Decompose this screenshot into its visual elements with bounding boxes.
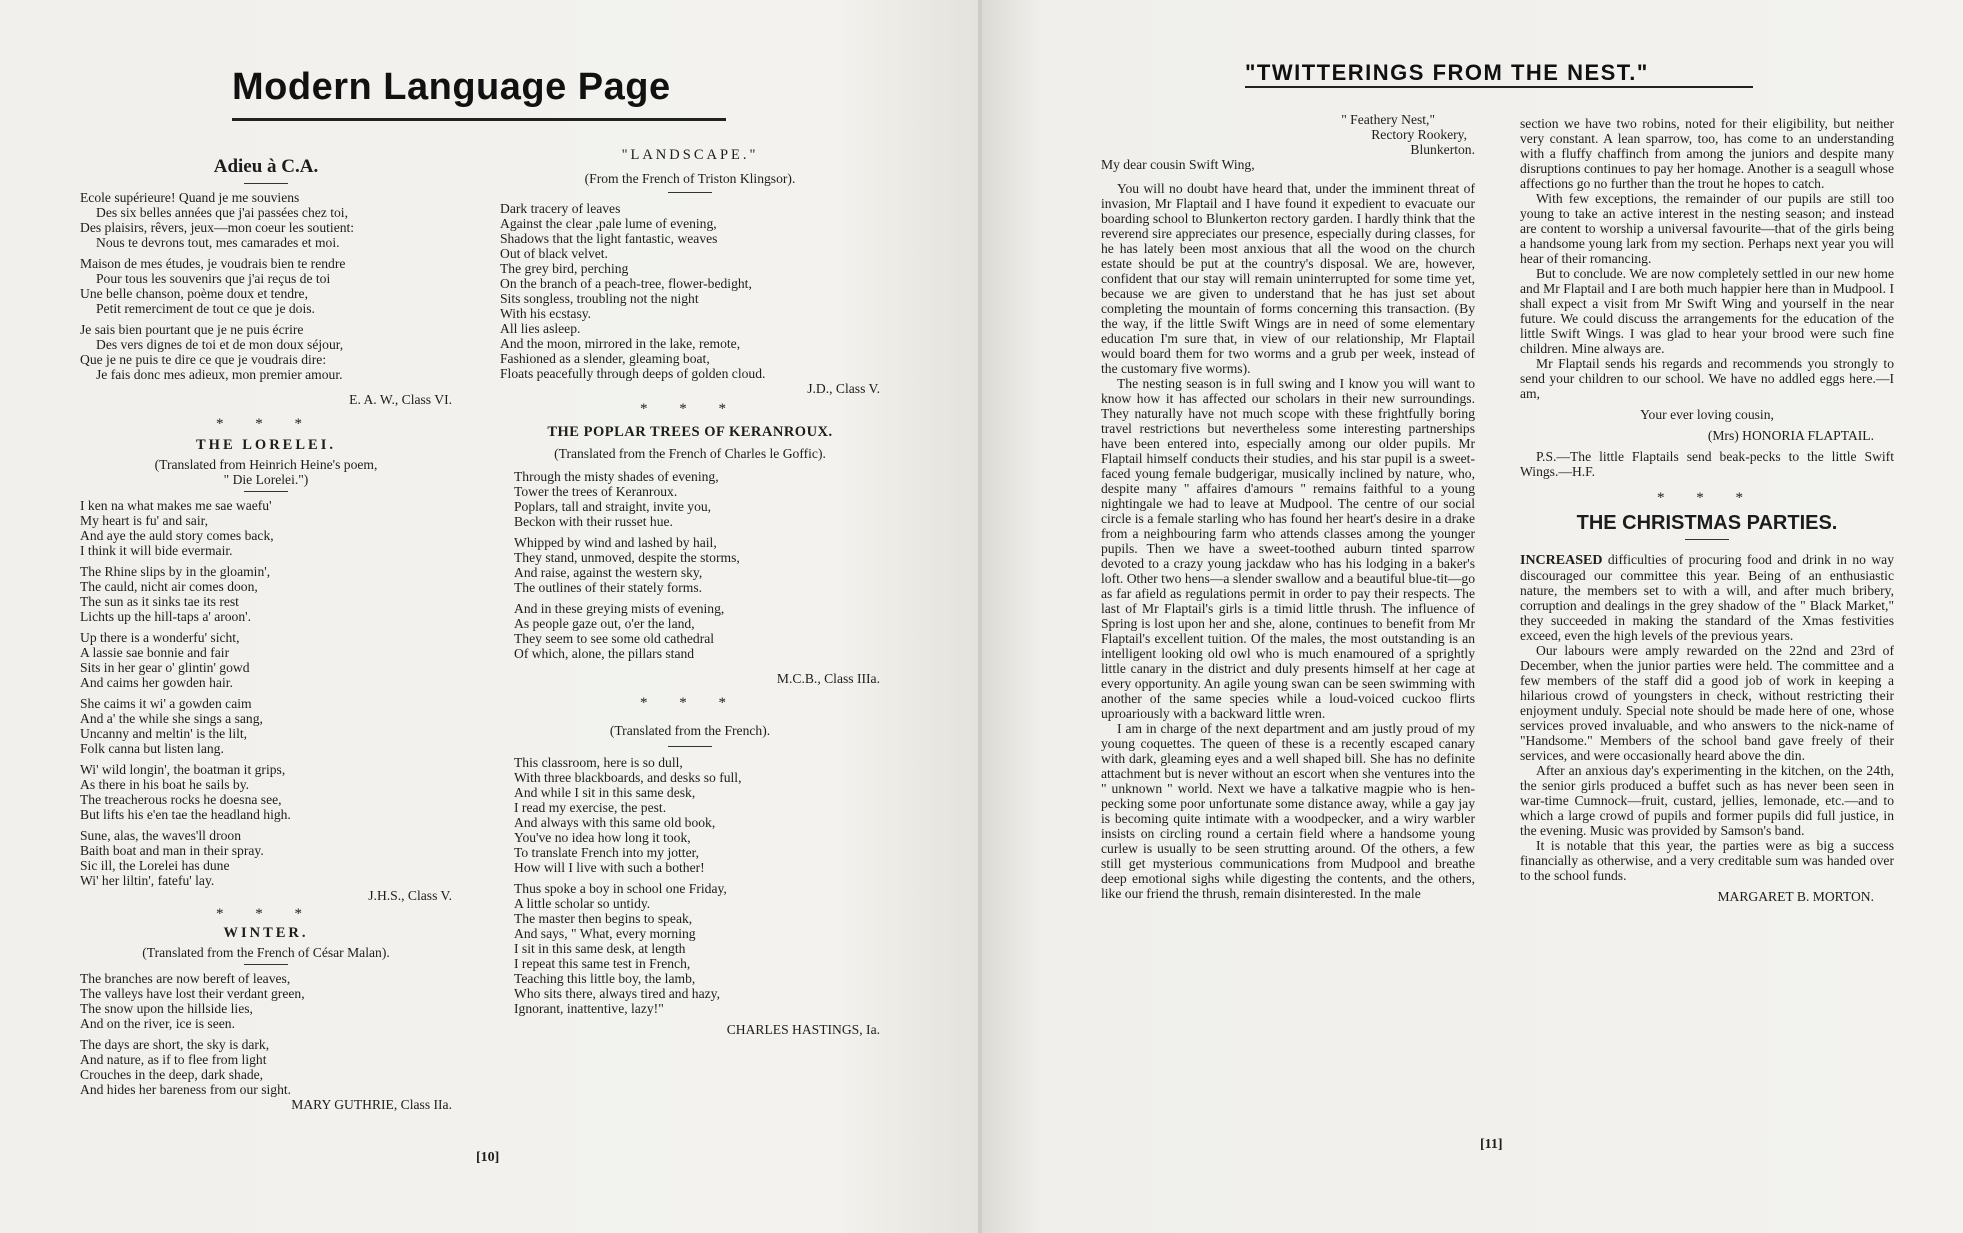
poem-line: Des vers dignes de toi et de mon doux séjour, xyxy=(96,337,344,352)
poem-line: Floats peacefully through deeps of golden cloud. xyxy=(500,366,766,381)
poem-line: The sun as it sinks tae its rest xyxy=(80,594,239,609)
letter-address-2: Rectory Rookery, xyxy=(1371,127,1467,142)
poem-line: Des six belles années que j'ai passées chez toi, xyxy=(96,205,348,220)
poem-line: Ignorant, inattentive, lazy!" xyxy=(514,1001,664,1016)
poem-subtitle-classroom: (Translated from the French). xyxy=(609,723,771,738)
poem-line: Baith boat and man in their spray. xyxy=(80,843,264,858)
right-column-2 xyxy=(1520,116,1894,904)
poem-line: With his ecstasy. xyxy=(500,306,592,321)
letter-paragraph: With few exceptions, the remainder of our pupils are still too young to take an active interest in the nesting season; and instead are content to worship a universal favourite—that of the girls being a handsome young lark from my section. Perhaps next year you will hear of their romancing. xyxy=(1520,191,1894,266)
poem-body-winter xyxy=(80,971,452,1097)
poem-line: As people gaze out, o'er the land, xyxy=(514,616,695,631)
signature-lorelei: J.H.S., Class V. xyxy=(368,888,452,903)
article-paragraph: Our labours were amply rewarded on the 22nd and 23rd of December, when the junior parties were held. The committee and a few members of the staff did a good job of work in keeping a hilarious crowd of youngsters in check, without restricting their enjoyment unduly. Special note should be made here of one, whose services proved invaluable, and who answers to the nick-name of "Handsome." Members of the school band gave freely of their services, and were occasionally heard above the din. xyxy=(1520,643,1894,763)
poem-line: She caims it wi' a gowden caim xyxy=(80,696,252,711)
article-paragraph: It is notable that this year, the parties were as big a success financially as otherwise, and a very creditable sum was handed over to the school funds. xyxy=(1520,838,1894,883)
poem-body-adieu xyxy=(80,190,452,382)
signature-adieu: E. A. W., Class VI. xyxy=(349,392,452,407)
poem-line: Je fais donc mes adieux, mon premier amour. xyxy=(96,367,343,382)
page-title: Modern Language Page xyxy=(232,66,671,108)
article-signature: MARGARET B. MORTON. xyxy=(1717,889,1874,904)
poem-line: My heart is fu' and sair, xyxy=(80,513,208,528)
poem-line: How will I live with such a bother! xyxy=(514,860,705,875)
poem-line: Against the clear ,pale lume of evening, xyxy=(500,216,717,231)
poem-line: Shadows that the light fantastic, weaves xyxy=(500,231,718,246)
section-title-twitterings: "TWITTERINGS FROM THE NEST." xyxy=(1245,60,1649,85)
poem-title-poplar: THE POPLAR TREES OF KERANROUX. xyxy=(547,424,833,440)
poem-line: And in these greying mists of evening, xyxy=(514,601,725,616)
letter-paragraph: section we have two robins, noted for their eligibility, but neither very constant. A lean sparrow, too, has come to an understanding with a fluffy chaffinch from among the juniors and despite many disruptions continues to pay her homage. Another is a seagull whose affections go no further than the trout he hopes to catch. xyxy=(1520,116,1894,191)
poem-line: Wi' wild longin', the boatman it grips, xyxy=(80,762,286,777)
poem-line: Uncanny and meltin' is the lilt, xyxy=(80,726,248,741)
poem-line: You've no idea how long it took, xyxy=(514,830,691,845)
poem-line: And aye the auld story comes back, xyxy=(80,528,274,543)
poem-line: Of which, alone, the pillars stand xyxy=(514,646,695,661)
poem-line: Que je ne puis te dire ce que je voudrais dire: xyxy=(80,352,327,367)
poem-line: The days are short, the sky is dark, xyxy=(80,1037,270,1052)
title-underline xyxy=(1245,86,1753,88)
poem-line: They stand, unmoved, despite the storms, xyxy=(514,550,740,565)
poem-line: And always with this same old book, xyxy=(514,815,716,830)
poem-line: I ken na what makes me sae waefu' xyxy=(80,498,272,513)
poem-line: Up there is a wonderfu' sicht, xyxy=(80,630,240,645)
section-stars: * * * xyxy=(1657,490,1757,506)
poem-line: Sits in her gear o' glintin' gowd xyxy=(80,660,250,675)
poem-subtitle-lorelei-2: " Die Lorelei.") xyxy=(223,472,309,487)
poem-line: With three blackboards, and desks so full, xyxy=(514,770,742,785)
poem-line: Nous te devrons tout, mes camarades et moi. xyxy=(96,235,340,250)
article-paragraph xyxy=(1520,552,1894,643)
poem-line: The Rhine slips by in the gloamin', xyxy=(80,564,271,579)
article-dropcap: INCREASED xyxy=(1520,553,1603,568)
title-underline xyxy=(232,118,726,121)
poem-line: The treacherous rocks he doesna see, xyxy=(80,792,282,807)
poem-subtitle-winter: (Translated from the French of César Malan). xyxy=(142,945,390,960)
poem-line: This classroom, here is so dull, xyxy=(514,755,683,770)
poem-line: And the moon, mirrored in the lake, remote, xyxy=(500,336,741,351)
letter-paragraph: But to conclude. We are now completely settled in our new home and Mr Flaptail and I are both much happier here than in Mudpool. I shall expect a visit from Mr Swift Wing and yourself in the near future. We could discuss the arrangements for the education of the little Swift Wings. I was glad to hear your brood were such fine children. Mine always are. xyxy=(1520,266,1894,356)
poem-line: Je sais bien pourtant que je ne puis écrire xyxy=(80,322,304,337)
poem-line: And hides her bareness from our sight. xyxy=(80,1082,292,1097)
poem-body-poplar xyxy=(500,469,880,661)
poem-body-lorelei xyxy=(80,498,452,888)
letter-salutation: My dear cousin Swift Wing, xyxy=(1101,157,1255,172)
poem-line: Sic ill, the Lorelei has dune xyxy=(80,858,230,873)
letter-postscript: P.S.—The little Flaptails send beak-pecks to the little Swift Wings.—H.F. xyxy=(1520,449,1894,479)
poem-body-landscape xyxy=(500,201,880,381)
poem-line: Ecole supérieure! Quand je me souviens xyxy=(80,190,300,205)
poem-line: On the branch of a peach-tree, flower-bedight, xyxy=(500,276,752,291)
poem-line: I repeat this same test in French, xyxy=(514,956,691,971)
poem-line: Beckon with their russet hue. xyxy=(514,514,673,529)
poem-title-landscape: "LANDSCAPE." xyxy=(621,147,759,163)
poem-title-winter: WINTER. xyxy=(223,925,309,941)
letter-closing: Your ever loving cousin, xyxy=(1640,407,1774,422)
poem-line: And raise, against the western sky, xyxy=(514,565,703,580)
poem-subtitle-lorelei: (Translated from Heinrich Heine's poem, xyxy=(154,457,378,472)
poem-title-lorelei: THE LORELEI. xyxy=(196,437,336,453)
left-column-1 xyxy=(80,156,452,1112)
poem-line: Folk canna but listen lang. xyxy=(80,741,224,756)
section-stars: * * * xyxy=(216,906,316,922)
poem-line: The branches are now bereft of leaves, xyxy=(80,971,291,986)
left-page xyxy=(0,0,980,1233)
poem-line: But lifts his e'en tae the headland high. xyxy=(80,807,291,822)
poem-line: And while I sit in this same desk, xyxy=(514,785,696,800)
poem-line: Une belle chanson, poème doux et tendre, xyxy=(80,286,308,301)
section-stars: * * * xyxy=(640,401,740,417)
article-title-christmas: THE CHRISTMAS PARTIES. xyxy=(1576,512,1838,534)
poem-line: To translate French into my jotter, xyxy=(514,845,699,860)
poem-line: I sit in this same desk, at length xyxy=(514,941,686,956)
poem-line: They seem to see some old cathedral xyxy=(514,631,715,646)
poem-line: Out of black velvet. xyxy=(500,246,608,261)
signature-poplar: M.C.B., Class IIIa. xyxy=(776,671,880,686)
poem-line: A little scholar so untidy. xyxy=(514,896,651,911)
poem-line: I think it will bide evermair. xyxy=(80,543,233,558)
poem-line: The master then begins to speak, xyxy=(514,911,693,926)
letter-paragraph: The nesting season is in full swing and I know you will want to know how it has affected our scholars in their new surroundings. They naturally have not much scope with these frightfully boring travel restrictions but nevertheless some interesting partnerships have been entered into, especially among our older pupils. Mr Flaptail himself conducts their studies, and his star pupil is a sweet-faced young female budgerigar, musically inclined by nature, who, despite many " affaires d'amours " remains faithful to a young nightingale we had to leave at Mudpool. The centre of our social circle is a female starling who has found her heart's desire in a drake from a neighbouring farm who attends classes among the younger pupils. Then we have a sweet-toothed auburn tinted sparrow devoted to a crazy young jackdaw who has his lodging in a baker's loft. Other two hens—a slender swallow and a beautiful blue-tit—go as far afield as regulations permit in order to pay their respects. The last of Mr Flaptail's girls is a timid little thrush. The influence of Spring is lost upon her and she, alone, continues to benefit from Mr Flaptail's excellent tuition. Of the males, the most outstanding is an intelligent looking old owl who is much enamoured of a sprightly little canary in the district and duly presents himself at her cage at every opportunity. An agile young swan can be seen swimming with another of the same species while a loud-voiced cuckoo flirts uproariously with a backward little wren. xyxy=(1101,376,1475,721)
poem-line: Wi' her liltin', fatefu' lay. xyxy=(80,873,215,888)
letter-paragraph: You will no doubt have heard that, under the imminent threat of invasion, Mr Flaptail and I have found it expedient to evacuate our boarding school to Blunkerton rectory garden. I hardly think that the reverend sire appreciates our presence, especially during classes, for he has lately been most anxious that all the wood on the church estate should be put at the country's disposal. We are, however, confident that our stay will remain uninterrupted for some time yet, because we are given to understand that he has just set about completing the mountain of forms concerning this transaction. (By the way, if the little Swift Wings are in need of some elementary education I'm sure that, in view of our relationship, Mr Flaptail would board them for two worms and a grub per week, instead of the customary five worms). xyxy=(1101,181,1475,376)
poem-title-adieu: Adieu à C.A. xyxy=(213,156,319,177)
poem-body-classroom xyxy=(500,755,880,1016)
poem-line: Whipped by wind and lashed by hail, xyxy=(514,535,717,550)
poem-line: Sune, alas, the waves'll droon xyxy=(80,828,242,843)
letter-paragraph: Mr Flaptail sends his regards and recommends you strongly to send your children to our school. We have no addled eggs here.—I am, xyxy=(1520,356,1894,401)
poem-line: A lassie sae bonnie and fair xyxy=(80,645,230,660)
poem-line: Through the misty shades of evening, xyxy=(514,469,719,484)
poem-line: Dark tracery of leaves xyxy=(500,201,621,216)
poem-line: The grey bird, perching xyxy=(500,261,629,276)
poem-line: And caims her gowden hair. xyxy=(80,675,233,690)
poem-line: Tower the trees of Keranroux. xyxy=(514,484,678,499)
page-number-left: [10] xyxy=(476,1150,500,1165)
poem-line: Who sits there, always tired and hazy, xyxy=(514,986,720,1001)
left-column-2 xyxy=(500,148,880,1037)
poem-line: And nature, as if to flee from light xyxy=(80,1052,267,1067)
section-stars: * * * xyxy=(640,695,740,711)
poem-line: Sits songless, troubling not the night xyxy=(500,291,699,306)
poem-line: Pour tous les souvenirs que j'ai reçus de toi xyxy=(96,271,331,286)
article-paragraph-rest: difficulties of procuring food and drink in no way discouraged our committee this year. Being of an enthusiastic nature, the members set to with a will, and after much bribery, corruption and dealings in the grey shadow of the " Black Market," they succeeded in making the standard of the Xmas festivities exceed, even the high levels of the previous years. xyxy=(1520,552,1894,643)
article-paragraph: After an anxious day's experimenting in the kitchen, on the 24th, the senior girls produced a buffet such as has never been seen in war-time Cumnock—fruit, custard, jellies, lemonade, etc.—and to which a large crowd of pupils and former pupils did full justice, in the evening. Music was provided by Samson's band. xyxy=(1520,763,1894,838)
poem-line: Teaching this little boy, the lamb, xyxy=(514,971,696,986)
section-stars: * * * xyxy=(216,416,316,432)
poem-line: And on the river, ice is seen. xyxy=(80,1016,235,1031)
poem-subtitle-landscape: (From the French of Triston Klingsor). xyxy=(584,171,796,186)
poem-line: Petit remerciment de tout ce que je dois. xyxy=(96,301,315,316)
poem-subtitle-poplar: (Translated from the French of Charles le Goffic). xyxy=(554,446,826,461)
poem-line: The snow upon the hillside lies, xyxy=(80,1001,253,1016)
poem-line: Des plaisirs, rêvers, jeux—mon coeur les soutient: xyxy=(80,220,355,235)
signature-winter: MARY GUTHRIE, Class IIa. xyxy=(291,1097,452,1112)
poem-line: And a' the while she sings a sang, xyxy=(80,711,263,726)
poem-line: And says, " What, every morning xyxy=(514,926,696,941)
letter-paragraph: I am in charge of the next department and am justly proud of my young coquettes. The queen of these is a recently escaped canary with dark, gleaming eyes and a well shaped bill. She has no definite attachment but is never without an escort when she ventures into the " unknown " world. Next we have a talkative magpie who is hen-pecking some poor unfortunate some distance away, while a gay jay is becoming quite intimate with a woodpecker, and a wiry warbler insists on circling round a certain field where a handsome young curlew is usually to be seen strutting around. Of the others, a few still get mysterious communications from Mudpool and breathe deep emotional sighs while digesting the contents, and the others, like our friend the thrush, remain disinterested. In the male xyxy=(1101,721,1475,901)
letter-signoff: (Mrs) HONORIA FLAPTAIL. xyxy=(1707,428,1874,443)
signature-classroom: CHARLES HASTINGS, Ia. xyxy=(726,1022,880,1037)
poem-line: The outlines of their stately forms. xyxy=(514,580,703,595)
poem-line: All lies asleep. xyxy=(500,321,581,336)
poem-line: The cauld, nicht air comes doon, xyxy=(80,579,258,594)
poem-line: Lichts up the hill-taps a' aroon'. xyxy=(80,609,252,624)
poem-line: I read my exercise, the pest. xyxy=(514,800,667,815)
poem-line: Thus spoke a boy in school one Friday, xyxy=(514,881,727,896)
poem-line: Poplars, tall and straight, invite you, xyxy=(514,499,712,514)
poem-line: Fashioned as a slender, gleaming boat, xyxy=(500,351,710,366)
poem-line: As there in his boat he sails by. xyxy=(80,777,250,792)
poem-line: Crouches in the deep, dark shade, xyxy=(80,1067,264,1082)
right-column-1 xyxy=(1101,112,1475,901)
signature-landscape: J.D., Class V. xyxy=(807,381,880,396)
poem-line: Maison de mes études, je voudrais bien te rendre xyxy=(80,256,346,271)
letter-address-3: Blunkerton. xyxy=(1410,142,1475,157)
poem-line: The valleys have lost their verdant green, xyxy=(80,986,305,1001)
letter-address-1: " Feathery Nest," xyxy=(1341,112,1435,127)
page-number-right: [11] xyxy=(1480,1137,1503,1152)
